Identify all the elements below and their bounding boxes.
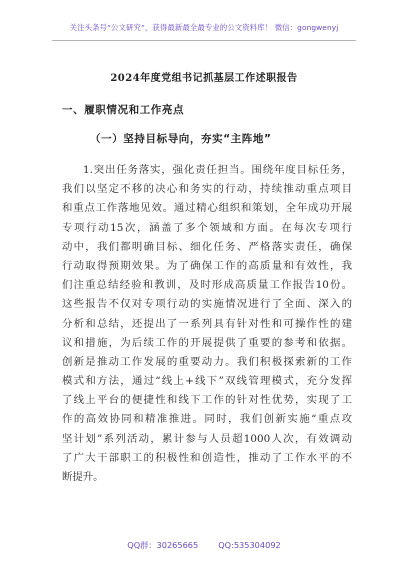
body-line [62, 257, 352, 276]
body-paragraph [62, 161, 352, 487]
body-line [62, 391, 352, 410]
body-line [62, 199, 352, 218]
body-line [62, 180, 352, 199]
footer-contact [0, 540, 408, 551]
body-line-text: 们注重总结经验和教训，及时形成高质量工作报告10份。 [62, 279, 352, 292]
body-line-text: 分析和总结，还提出了一系列具有针对性和可操作性的建 [62, 317, 352, 330]
section-heading: 一、履职情况和工作亮点 [62, 104, 185, 116]
body-line-text: 创新是推动工作发展的重要动力。我们积极探索新的工作 [62, 355, 352, 368]
body-line-text: 我们以坚定不移的决心和务实的行动，持续推动重点项目 [62, 183, 352, 196]
subsection-heading: （一）坚持目标导向，夯实“主阵地” [90, 133, 272, 145]
body-line-text: 坚计划”系列活动，累计参与人员超1000人次，有效调动 [62, 432, 352, 445]
body-line-text: 了线上平台的便捷性和线下工作的针对性优势，实现了工 [62, 394, 352, 407]
body-line-text: 行动取得预期效果。为了确保工作的高质量和有效性，我 [62, 259, 352, 272]
body-line-text: 作的高效协同和精准推进。同时，我们创新实施“重点攻 [62, 413, 352, 426]
body-line-text: 专项行动15次，涵盖了多个领域和方面。在每次专项行 [62, 221, 352, 234]
body-line [62, 315, 352, 334]
qq-group-label: QQ群：30265665 [127, 540, 199, 550]
document-title: 2024年度党组书记抓基层工作述职报告 [110, 73, 298, 84]
body-line [62, 449, 352, 468]
body-line [62, 295, 352, 314]
body-line-text: 1.突出任务落实，强化责任担当。围绕年度目标任务， [83, 164, 352, 176]
header-banner: 关注头条号“公文研究”，获得最新最全最专业的公文资料库！ 微信：gongwenyj [69, 23, 339, 32]
body-line-text: 议和措施，为后续工作的开展提供了重要的参考和依据。 [62, 336, 352, 349]
body-line-text: 这些报告不仅对专项行动的实施情况进行了全面、深入的 [62, 298, 352, 311]
body-line [62, 334, 352, 353]
body-line-text: 了广大干部职工的积极性和创造性，推动了工作水平的不 [62, 451, 352, 464]
body-line-text: 模式和方法，通过“线上+线下”双线管理模式，充分发挥 [62, 375, 352, 388]
body-line [62, 410, 352, 429]
body-line [62, 161, 352, 180]
body-line [62, 372, 352, 391]
body-line [62, 219, 352, 238]
body-line-text: 和重点工作落地见效。通过精心组织和策划，全年成功开展 [62, 202, 352, 215]
body-line-text: 动中，我们都明确目标、细化任务、严格落实责任，确保 [62, 240, 352, 253]
body-line [62, 430, 352, 449]
header-divider [52, 40, 356, 41]
body-line-text: 断提升。 [62, 471, 104, 483]
body-line [62, 238, 352, 257]
body-line [62, 276, 352, 295]
body-line [62, 468, 352, 487]
body-line [62, 353, 352, 372]
qq-contact-label: QQ:535304092 [218, 540, 281, 550]
